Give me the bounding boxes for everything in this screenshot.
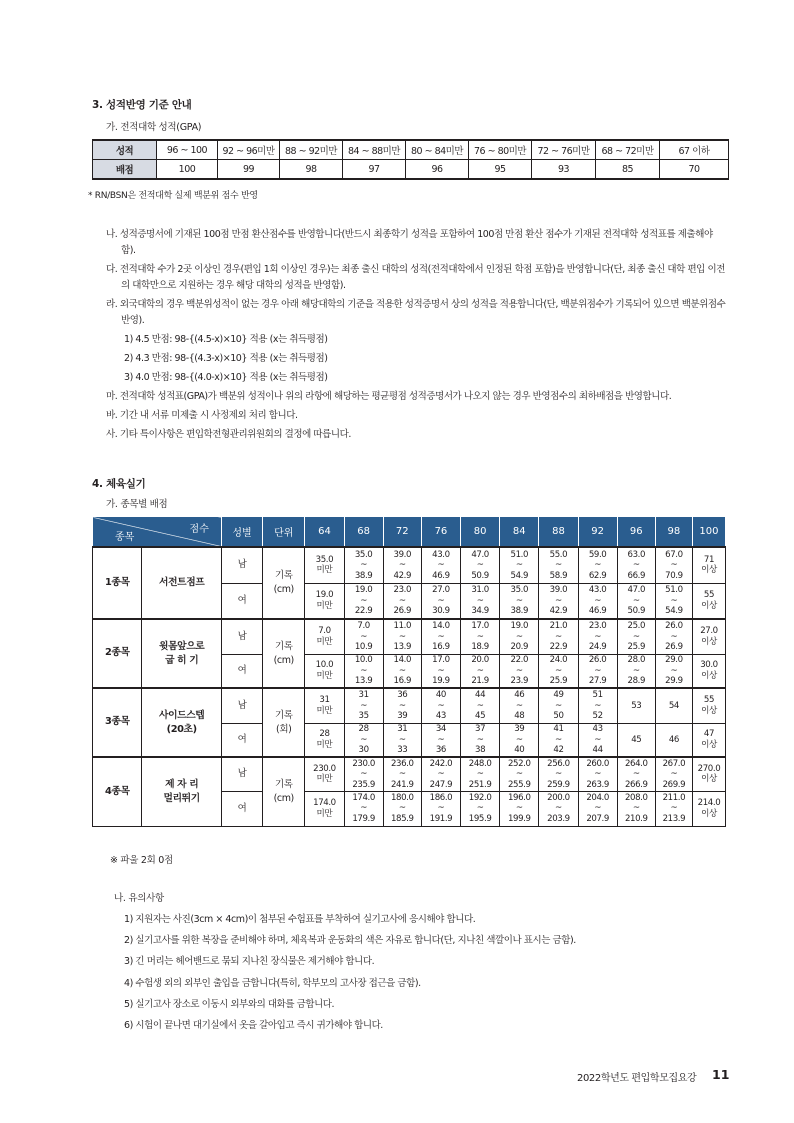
gpa-points-cell: 97 (343, 160, 406, 180)
unit-cell: 기록 (회) (263, 688, 305, 757)
score-range-cell: 31 ~ 35 (344, 688, 383, 723)
score-range-cell: 53 (617, 688, 655, 723)
event-group: 2종목 (93, 619, 142, 688)
score-range-cell: 20.0 ~ 21.9 (461, 654, 500, 688)
header-score-80: 80 (461, 517, 500, 548)
gpa-range-cell: 84 ~ 88미만 (343, 140, 406, 160)
score-range-cell: 267.0 ~ 269.9 (655, 757, 692, 791)
pe-row (93, 757, 726, 791)
event-name: 제 자 리 멀리뛰기 (142, 757, 221, 826)
score-range-cell: 31.0 ~ 34.9 (461, 583, 500, 619)
score-range-cell: 28.0 ~ 28.9 (617, 654, 655, 688)
gpa-points-cell: 100 (157, 160, 218, 180)
event-name: 사이드스텝 (20초) (142, 688, 221, 757)
score-range-cell: 14.0 ~ 16.9 (383, 654, 421, 688)
score-range-cell: 192.0 ~ 195.9 (461, 791, 500, 826)
header-score-100: 100 (692, 517, 725, 548)
score-range-cell: 36 ~ 39 (383, 688, 421, 723)
score-range-cell: 40 ~ 43 (421, 688, 460, 723)
score-range-cell: 236.0 ~ 241.9 (383, 757, 421, 791)
gender-cell: 여 (221, 654, 262, 688)
score-range-cell: 204.0 ~ 207.9 (578, 791, 617, 826)
score-range-cell: 17.0 ~ 18.9 (461, 619, 500, 654)
header-score-68: 68 (344, 517, 383, 548)
score-range-cell: 35.0 ~ 38.9 (344, 547, 383, 583)
score-range-cell: 10.0 ~ 13.9 (344, 654, 383, 688)
score-range-cell: 44 ~ 45 (461, 688, 500, 723)
header-score-96: 96 (617, 517, 655, 548)
gpa-points-cell: 93 (532, 160, 596, 180)
score-range-cell: 46 (655, 723, 692, 757)
gpa-points-label: 배점 (93, 160, 157, 180)
score-range-cell: 28 ~ 30 (344, 723, 383, 757)
header-score-98: 98 (655, 517, 692, 548)
score-range-cell: 19.0 ~ 20.9 (500, 619, 539, 654)
score-range-cell: 51 ~ 52 (578, 688, 617, 723)
gpa-range-cell: 67 이하 (660, 140, 729, 160)
item-da: 다. 전적대학 수가 2곳 이상인 경우(편입 1회 이상인 경우)는 최종 출신 대학의 성적(전적대학에서 인정된 학점 포함)을 반영합니다(단, 최종 출신 대학 편입 이전의 대학만으로 지원하는 경우 해당 대학의 성적을 반영함). (106, 264, 725, 291)
score-range-cell: 23.0 ~ 24.9 (578, 619, 617, 654)
header-score-88: 88 (539, 517, 578, 548)
gender-cell: 남 (221, 619, 262, 654)
score-range-cell: 46 ~ 48 (500, 688, 539, 723)
score-range-cell: 31 ~ 33 (383, 723, 421, 757)
header-score-92: 92 (578, 517, 617, 548)
score-range-cell: 10.0 미만 (305, 654, 344, 688)
score-range-cell: 39.0 ~ 42.9 (383, 547, 421, 583)
score-range-cell: 54 (655, 688, 692, 723)
cautions-list (124, 909, 724, 1036)
foul-note: ※ 파울 2회 0점 (110, 855, 173, 866)
score-range-cell: 242.0 ~ 247.9 (421, 757, 460, 791)
score-range-cell: 39 ~ 40 (500, 723, 539, 757)
score-range-cell: 26.0 ~ 26.9 (655, 619, 692, 654)
score-range-cell: 27.0 ~ 30.9 (421, 583, 460, 619)
score-range-cell: 28 미만 (305, 723, 344, 757)
gender-cell: 남 (221, 757, 262, 791)
score-range-cell: 24.0 ~ 25.9 (539, 654, 578, 688)
caution-2: 2) 실기고사를 위한 복장을 준비해야 하며, 체육복과 운동화의 색은 자유로 합니다(단, 지나친 색깔이나 표시는 금함). (124, 935, 576, 947)
score-range-cell: 230.0 미만 (305, 757, 344, 791)
header-score-label: 점수 (189, 524, 209, 535)
score-range-cell: 43.0 ~ 46.9 (578, 583, 617, 619)
item-na: 나. 성적증명서에 기재된 100점 만점 환산점수를 반영합니다(반드시 최종학기 성적을 포함하여 100점 만점 환산 점수가 기재된 전적대학 성적표를 제출해야 함). (106, 229, 713, 256)
header-score-84: 84 (500, 517, 539, 548)
section3-sub-a: 가. 전적대학 성적(GPA) (106, 122, 202, 133)
header-diagonal-cell (93, 517, 222, 548)
score-range-cell: 11.0 ~ 13.9 (383, 619, 421, 654)
score-range-cell: 17.0 ~ 19.9 (421, 654, 460, 688)
gpa-points-cell: 85 (596, 160, 660, 180)
score-range-cell: 14.0 ~ 16.9 (421, 619, 460, 654)
score-range-cell: 208.0 ~ 210.9 (617, 791, 655, 826)
item-ba: 바. 기간 내 서류 미제출 시 사정제외 처리 합니다. (106, 410, 298, 421)
score-range-cell: 22.0 ~ 23.9 (500, 654, 539, 688)
score-range-cell: 19.0 미만 (305, 583, 344, 619)
gender-cell: 남 (221, 547, 262, 583)
gender-cell: 여 (221, 583, 262, 619)
event-group: 3종목 (93, 688, 142, 757)
header-score-64: 64 (305, 517, 344, 548)
gpa-range-cell: 76 ~ 80미만 (469, 140, 532, 160)
score-range-cell: 47 이상 (692, 723, 725, 757)
score-range-cell: 23.0 ~ 26.9 (383, 583, 421, 619)
score-range-cell: 37 ~ 38 (461, 723, 500, 757)
score-range-cell: 256.0 ~ 259.9 (539, 757, 578, 791)
score-range-cell: 43 ~ 44 (578, 723, 617, 757)
header-score-72: 72 (383, 517, 421, 548)
item-sa: 사. 기타 특이사항은 편입학전형관리위원회의 결정에 따릅니다. (106, 429, 351, 440)
item-ra: 라. 외국대학의 경우 백분위성적이 없는 경우 아래 해당대학의 기준을 적용한 성적증명서 상의 성적을 적용합니다(단, 백분위점수가 기록되어 있으면 백분위점수 반영). (106, 299, 726, 326)
rn-bsn-note: * RN/BSN은 전적대학 실제 백분위 점수 반영 (88, 191, 258, 201)
gpa-score-label: 성적 (93, 140, 157, 160)
footer-title: 2022학년도 편입학모집요강 (577, 1073, 697, 1084)
score-range-cell: 21.0 ~ 22.9 (539, 619, 578, 654)
item-ma: 마. 전적대학 성적표(GPA)가 백분위 성적이나 위의 라항에 해당하는 평균평점 성적증명서가 나오지 않는 경우 반영점수의 최하배점을 반영합니다. (106, 391, 672, 402)
score-range-cell: 71 이상 (692, 547, 725, 583)
score-range-cell: 264.0 ~ 266.9 (617, 757, 655, 791)
pe-score-table (92, 516, 726, 827)
caution-1: 1) 지원자는 사진(3cm × 4cm)이 첨부된 수험표를 부착하여 실기고사에 응시해야 합니다. (124, 914, 476, 925)
score-range-cell: 7.0 ~ 10.9 (344, 619, 383, 654)
score-range-cell: 214.0 이상 (692, 791, 725, 826)
score-range-cell: 35.0 미만 (305, 547, 344, 583)
gpa-points-cell: 70 (660, 160, 729, 180)
gpa-points-cell: 99 (218, 160, 280, 180)
header-event-label: 종목 (115, 532, 135, 543)
score-range-cell: 27.0 이상 (692, 619, 725, 654)
caution-4: 4) 수험생 외의 외부인 출입을 금합니다(특히, 학부모의 고사장 접근을 금함). (124, 977, 421, 989)
page-number: 11 (712, 1067, 730, 1082)
score-range-cell: 67.0 ~ 70.9 (655, 547, 692, 583)
score-range-cell: 196.0 ~ 199.9 (500, 791, 539, 826)
pe-row (93, 619, 726, 654)
gpa-range-cell: 88 ~ 92미만 (280, 140, 343, 160)
gpa-range-cell: 80 ~ 84미만 (406, 140, 469, 160)
score-range-cell: 230.0 ~ 235.9 (344, 757, 383, 791)
gpa-range-cell: 72 ~ 76미만 (532, 140, 596, 160)
score-range-cell: 47.0 ~ 50.9 (461, 547, 500, 583)
score-range-cell: 29.0 ~ 29.9 (655, 654, 692, 688)
formula-2: 2) 4.3 만점: 98-{(4.3-x)×10} 적용 (x는 취득평점) (124, 353, 328, 364)
score-range-cell: 248.0 ~ 251.9 (461, 757, 500, 791)
gpa-points-cell: 98 (280, 160, 343, 180)
gpa-range-cell: 96 ~ 100 (157, 140, 218, 160)
section3-title: 3. 성적반영 기준 안내 (92, 99, 192, 111)
score-range-cell: 51.0 ~ 54.9 (500, 547, 539, 583)
formula-3: 3) 4.0 만점: 98-{(4.0-x)×10} 적용 (x는 취득평점) (124, 372, 328, 383)
score-range-cell: 200.0 ~ 203.9 (539, 791, 578, 826)
gender-cell: 여 (221, 791, 262, 826)
score-range-cell: 55 이상 (692, 583, 725, 619)
unit-cell: 기록 (cm) (263, 619, 305, 688)
score-range-cell: 41 ~ 42 (539, 723, 578, 757)
score-range-cell: 174.0 ~ 179.9 (344, 791, 383, 826)
score-range-cell: 30.0 이상 (692, 654, 725, 688)
score-range-cell: 34 ~ 36 (421, 723, 460, 757)
event-name: 윗몸앞으로 굽 히 기 (142, 619, 221, 688)
caution-6: 6) 시험이 끝나면 대기실에서 옷을 갈아입고 즉시 귀가해야 합니다. (124, 1020, 383, 1032)
score-range-cell: 31 미만 (305, 688, 344, 723)
score-range-cell: 45 (617, 723, 655, 757)
section4-sub-b: 나. 유의사항 (114, 893, 164, 904)
score-range-cell: 19.0 ~ 22.9 (344, 583, 383, 619)
section4-sub-a: 가. 종목별 배점 (106, 499, 168, 510)
unit-cell: 기록 (cm) (263, 757, 305, 826)
caution-5: 5) 실기고사 장소로 이동시 외부와의 대화를 금합니다. (124, 998, 335, 1010)
event-group: 1종목 (93, 547, 142, 619)
event-group: 4종목 (93, 757, 142, 826)
score-range-cell: 59.0 ~ 62.9 (578, 547, 617, 583)
score-range-cell: 174.0 미만 (305, 791, 344, 826)
gpa-points-cell: 96 (406, 160, 469, 180)
section3-items (106, 227, 728, 443)
gpa-range-cell: 68 ~ 72미만 (596, 140, 660, 160)
score-range-cell: 47.0 ~ 50.9 (617, 583, 655, 619)
gender-cell: 여 (221, 723, 262, 757)
score-range-cell: 55.0 ~ 58.9 (539, 547, 578, 583)
header-unit: 단위 (263, 517, 305, 548)
score-range-cell: 186.0 ~ 191.9 (421, 791, 460, 826)
section4-title: 4. 체육실기 (92, 478, 146, 490)
score-range-cell: 252.0 ~ 255.9 (500, 757, 539, 791)
gpa-points-cell: 95 (469, 160, 532, 180)
pe-row (93, 547, 726, 583)
gender-cell: 남 (221, 688, 262, 723)
score-range-cell: 25.0 ~ 25.9 (617, 619, 655, 654)
score-range-cell: 43.0 ~ 46.9 (421, 547, 460, 583)
score-range-cell: 35.0 ~ 38.9 (500, 583, 539, 619)
score-range-cell: 211.0 ~ 213.9 (655, 791, 692, 826)
unit-cell: 기록 (cm) (263, 547, 305, 619)
score-range-cell: 260.0 ~ 263.9 (578, 757, 617, 791)
score-range-cell: 26.0 ~ 27.9 (578, 654, 617, 688)
formula-1: 1) 4.5 만점: 98-{(4.5-x)×10} 적용 (x는 취득평점) (124, 334, 328, 345)
score-range-cell: 270.0 이상 (692, 757, 725, 791)
pe-row (93, 688, 726, 723)
score-range-cell: 51.0 ~ 54.9 (655, 583, 692, 619)
gpa-range-cell: 92 ~ 96미만 (218, 140, 280, 160)
header-score-76: 76 (421, 517, 460, 548)
score-range-cell: 7.0 미만 (305, 619, 344, 654)
header-gender: 성별 (221, 517, 262, 548)
score-range-cell: 55 이상 (692, 688, 725, 723)
score-range-cell: 63.0 ~ 66.9 (617, 547, 655, 583)
score-range-cell: 39.0 ~ 42.9 (539, 583, 578, 619)
gpa-table (92, 139, 729, 180)
event-name: 서전트점프 (142, 547, 221, 619)
score-range-cell: 180.0 ~ 185.9 (383, 791, 421, 826)
score-range-cell: 49 ~ 50 (539, 688, 578, 723)
caution-3: 3) 긴 머리는 헤어밴드로 묶되 지나친 장식물은 제거해야 합니다. (124, 956, 375, 968)
